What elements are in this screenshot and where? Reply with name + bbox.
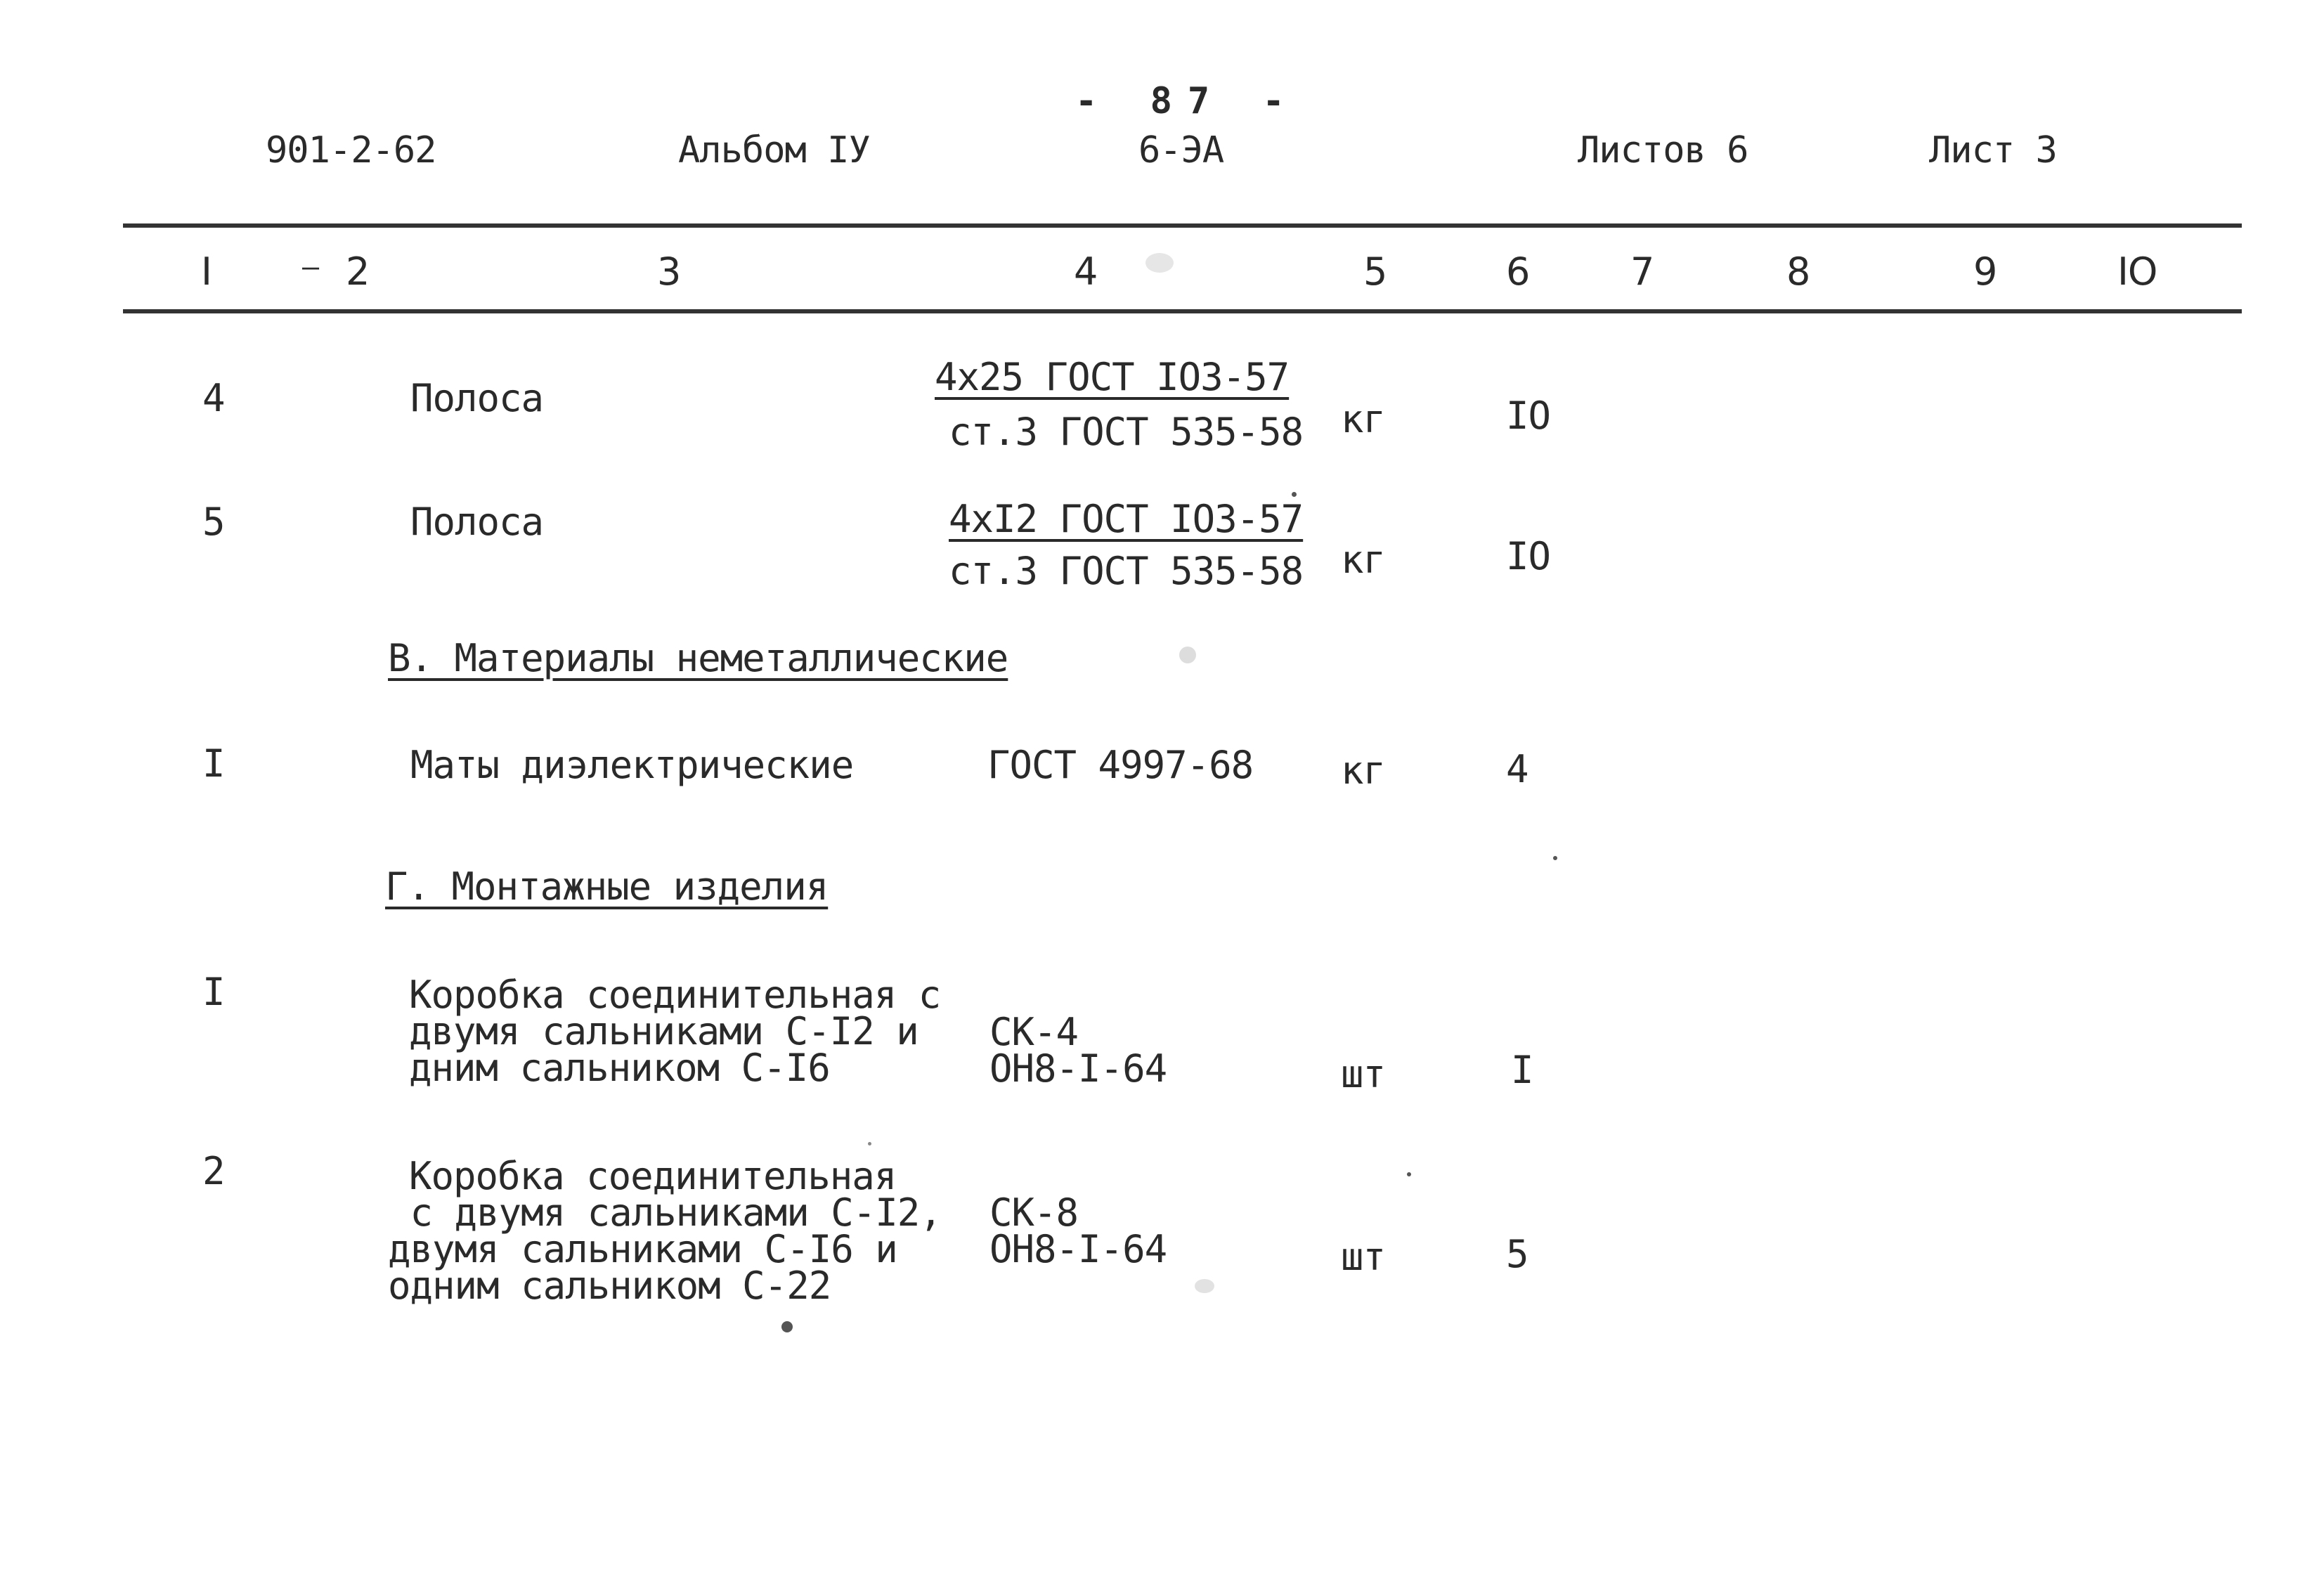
col-1: I (201, 249, 212, 294)
col-4: 4 (1074, 249, 1098, 294)
spec (989, 1010, 1167, 1091)
row-number: 4 (202, 376, 225, 420)
unit: шт (1341, 1235, 1386, 1279)
spec-top: 4x25 ГОСТ IO3-57 (935, 355, 1290, 399)
scan-speck (868, 1142, 871, 1146)
quantity: IO (1506, 394, 1551, 438)
sheet-number: Лист 3 (1929, 129, 2057, 171)
scan-speck (781, 1321, 793, 1332)
unit: кг (1341, 397, 1386, 441)
col-7: 7 (1630, 249, 1654, 294)
col-9: 9 (1973, 249, 1997, 294)
section-title-g: Г. Монтажные изделия (385, 864, 829, 909)
col-5: 5 (1363, 249, 1387, 294)
doc-code: 901-2-62 (266, 129, 436, 171)
item-name-line: Коробка соединительная с (409, 973, 941, 1017)
unit: шт (1341, 1052, 1386, 1096)
quantity: 5 (1506, 1232, 1528, 1276)
scan-speck (1179, 647, 1196, 663)
album-label: Альбом IУ (678, 129, 870, 171)
row-number: 2 (202, 1149, 225, 1193)
page-number: - 87 - (1075, 80, 1300, 122)
col-8: 8 (1786, 249, 1810, 294)
section-code: 6-ЭА (1138, 129, 1224, 171)
row-number: I (202, 970, 225, 1014)
spec-line: ОН8-I-64 (989, 1046, 1167, 1091)
quantity: 4 (1506, 747, 1528, 791)
item-name: Маты диэлектрические (410, 743, 854, 787)
spec-line: СК-4 (989, 1010, 1079, 1054)
quantity: I (1511, 1048, 1533, 1092)
spec-bottom: ст.3 ГОСТ 535-58 (949, 549, 1304, 593)
spec-line: СК-8 (989, 1190, 1079, 1235)
spec-line: ОН8-I-64 (989, 1227, 1167, 1271)
row-number: I (202, 741, 225, 786)
spec-top: 4xI2 ГОСТ IO3-57 (949, 497, 1304, 541)
spec (989, 1190, 1167, 1271)
spec-bottom: ст.3 ГОСТ 535-58 (949, 410, 1304, 454)
col-10: IO (2117, 249, 2157, 294)
item-name-line: двумя сальниками С-I2 и (409, 1009, 918, 1053)
unit: кг (1341, 538, 1386, 582)
col-2: 2 (346, 249, 370, 294)
item-name (388, 1154, 942, 1308)
col-3: 3 (657, 249, 681, 294)
row-number: 5 (202, 500, 225, 544)
item-name-line: одним сальником С-22 (388, 1264, 831, 1308)
item-name-line: с двумя сальниками С-I2, (388, 1190, 942, 1235)
scan-speck (1292, 492, 1297, 497)
spec: ГОСТ 4997-68 (987, 743, 1254, 787)
item-name-line: Коробка соединительная (409, 1154, 897, 1198)
section-title-v: В. Материалы неметаллические (388, 636, 1008, 680)
table-top-rule (123, 223, 2242, 228)
scan-speck (1195, 1279, 1214, 1293)
scan-speck (1145, 253, 1174, 273)
unit: кг (1341, 748, 1386, 793)
scan-speck (1407, 1172, 1411, 1176)
scan-speck (1553, 856, 1557, 860)
col-6: 6 (1506, 249, 1530, 294)
item-name-line: двумя сальниками С-I6 и (388, 1227, 897, 1271)
table-header-rule (123, 309, 2242, 313)
item-name (409, 973, 941, 1090)
column-dash: – (302, 251, 319, 283)
item-name-line: дним сальником С-I6 (409, 1046, 830, 1090)
item-name: Полоса (410, 376, 544, 420)
sheets-total: Листов 6 (1578, 129, 1748, 171)
item-name: Полоса (410, 500, 544, 544)
quantity: IO (1506, 534, 1551, 578)
